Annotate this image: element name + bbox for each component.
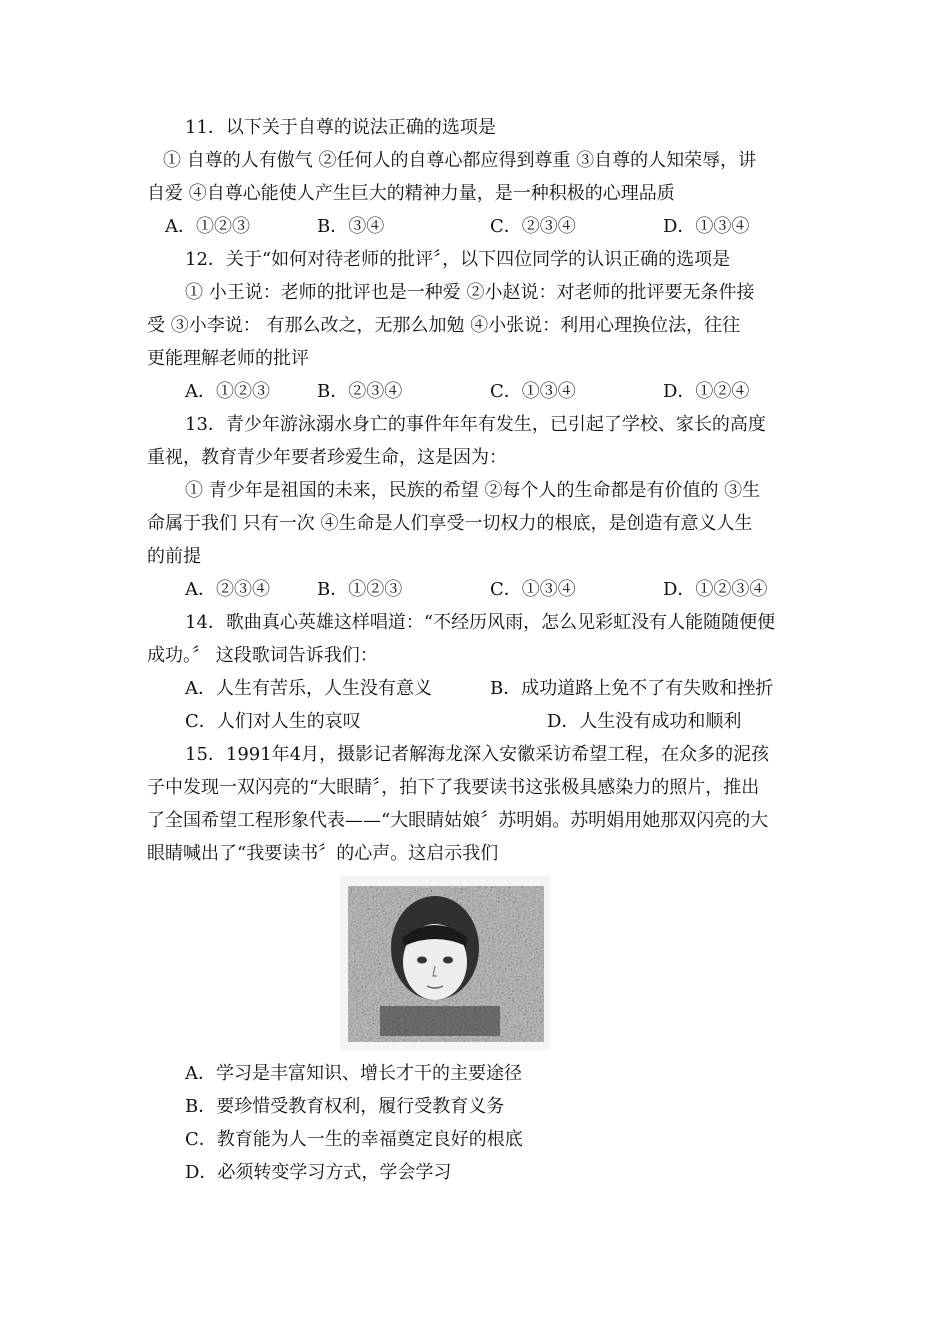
q14-stem-1: 14．歌曲真心英雄这样唱道：“不经历风雨，怎么见彩虹没有人能随随便便 <box>185 612 776 633</box>
q14-option-c: C．人们对人生的哀叹 <box>185 711 361 732</box>
q13-line-2: 命属于我们 只有一次 ④生命是人们享受一切权力的根底，是创造有意义人生 <box>147 513 753 534</box>
q15-option-b: B．要珍惜受教育权利，履行受教育义务 <box>185 1096 505 1117</box>
q13-option-a: A．②③④ <box>185 579 270 600</box>
q12-option-a: A．①②③ <box>185 381 270 402</box>
q12-line-3: 更能理解老师的批评 <box>147 348 309 369</box>
q11-option-b: B．③④ <box>317 216 385 237</box>
q13-option-c: C．①③④ <box>490 579 576 600</box>
q11-option-c: C．②③④ <box>490 216 576 237</box>
q15-stem-4: 眼睛喊出了“我要读书〞的心声。这启示我们 <box>147 843 499 864</box>
q15-option-a: A．学习是丰富知识、增长才干的主要途径 <box>185 1063 522 1084</box>
q14-option-b: B．成功道路上免不了有失败和挫折 <box>490 678 774 699</box>
q11-stem: 11．以下关于自尊的说法正确的选项是 <box>185 117 496 138</box>
q12-option-c: C．①③④ <box>490 381 576 402</box>
q14-option-a: A．人生有苦乐，人生没有意义 <box>185 678 432 699</box>
q15-stem-3: 了全国希望工程形象代表——“大眼睛姑娘〞苏明娟。苏明娟用她那双闪亮的大 <box>147 810 769 831</box>
q11-option-d: D．①③④ <box>663 216 750 237</box>
q12-option-d: D．①②④ <box>663 381 750 402</box>
q14-option-d: D．人生没有成功和顺利 <box>547 711 742 732</box>
q14-stem-2: 成功。〞 这段歌词告诉我们： <box>147 645 378 666</box>
q13-option-b: B．①②③ <box>317 579 403 600</box>
q11-line-1: ① 自尊的人有傲气 ②任何人的自尊心都应得到尊重 ③自尊的人知荣辱，讲 <box>163 150 757 171</box>
q13-stem-1: 13．青少年游泳溺水身亡的事件年年有发生，已引起了学校、家长的高度 <box>185 414 766 435</box>
q13-option-d: D．①②③④ <box>663 579 768 600</box>
q12-line-2: 受 ③小李说： 有那么改之，无那么加勉 ④小张说：利用心理换位法，往往 <box>147 315 741 336</box>
q15-stem-1: 15．1991年4月，摄影记者解海龙深入安徽采访希望工程，在众多的泥孩 <box>185 744 770 765</box>
q13-line-3: 的前提 <box>147 546 201 567</box>
q12-line-1: ① 小王说：老师的批评也是一种爱 ②小赵说：对老师的批评要无条件接 <box>185 282 755 303</box>
q13-stem-2: 重视，教育青少年要者珍爱生命，这是因为： <box>147 447 507 468</box>
girl-photo <box>340 876 550 1050</box>
q12-option-b: B．②③④ <box>317 381 403 402</box>
q13-line-1: ① 青少年是祖国的未来，民族的希望 ②每个人的生命都是有价值的 ③生 <box>185 480 761 501</box>
q15-option-c: C．教育能为人一生的幸福奠定良好的根底 <box>185 1129 523 1150</box>
q11-option-a: A．①②③ <box>165 216 250 237</box>
q11-line-2: 自爱 ④自尊心能使人产生巨大的精神力量，是一种积极的心理品质 <box>147 183 675 204</box>
q12-stem: 12．关于“如何对待老师的批评〞，以下四位同学的认识正确的选项是 <box>185 249 731 270</box>
q15-option-d: D．必须转变学习方式，学会学习 <box>185 1162 452 1183</box>
q15-stem-2: 子中发现一双闪亮的“大眼睛〞，拍下了我要读书这张极具感染力的照片，推出 <box>147 777 760 798</box>
